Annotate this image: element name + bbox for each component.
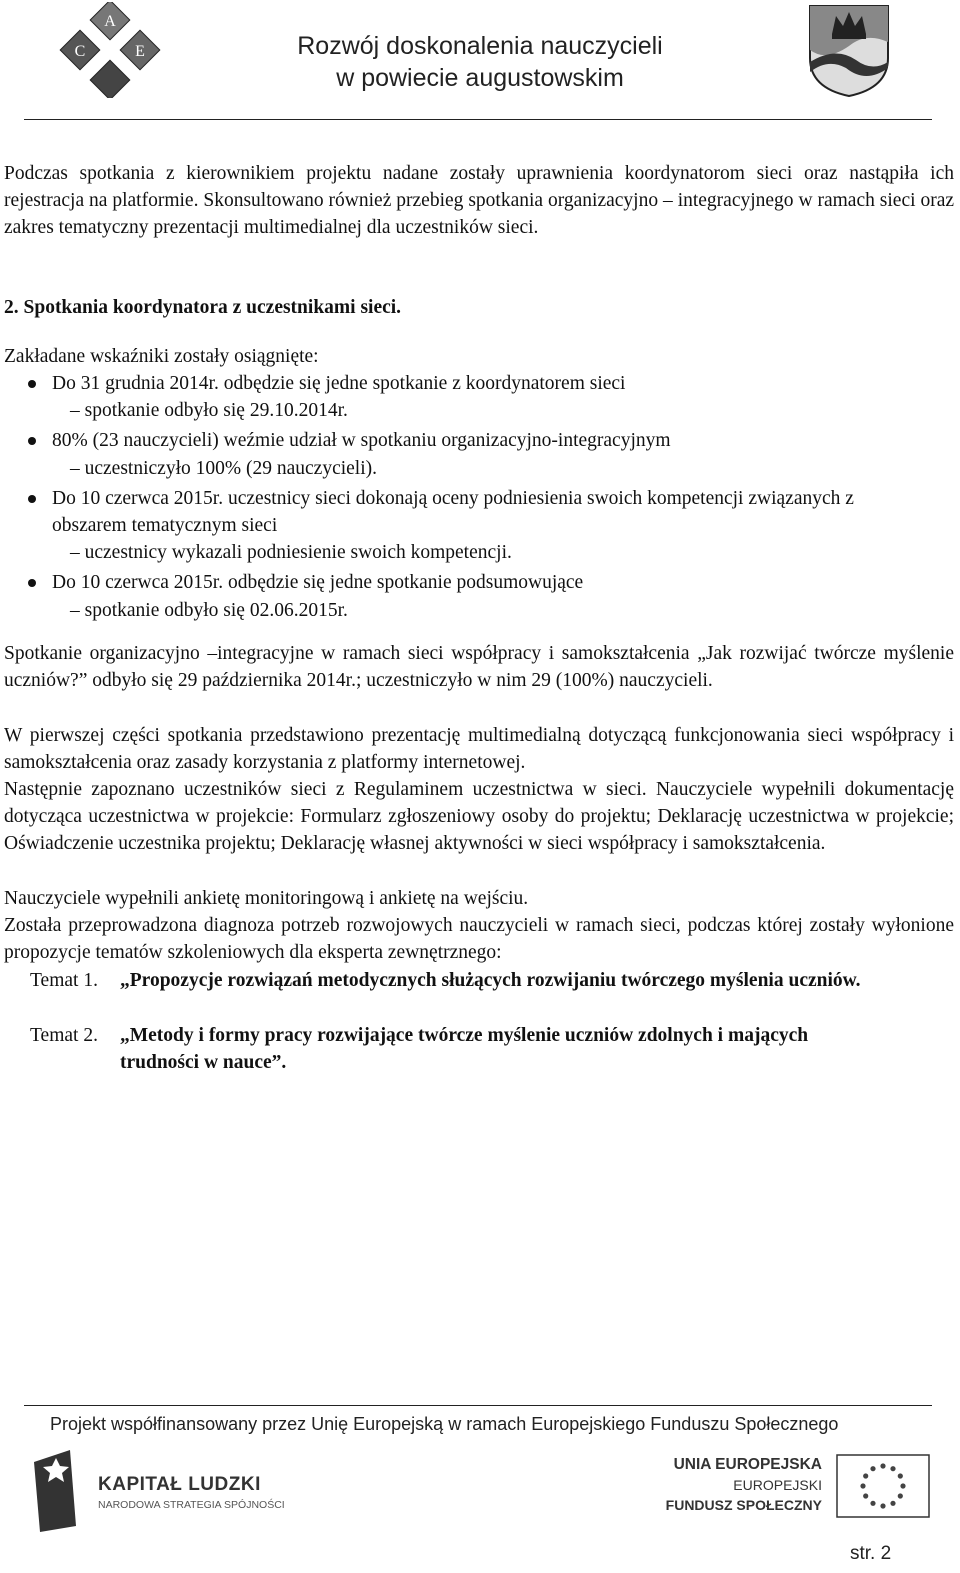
ue-line2: EUROPEJSKI <box>733 1477 822 1493</box>
list-item-text: 80% (23 nauczycieli) weźmie udział w spotkaniu organizacyjno-integracyjnym <box>52 430 671 452</box>
logo-letter-e: E <box>135 43 145 60</box>
list-item <box>28 485 912 567</box>
funding-statement: Projekt współfinansowany przez Unię Europejską w ramach Europejskiego Funduszu Społecznego <box>50 1414 839 1434</box>
indicator-list <box>28 370 928 624</box>
list-item-result: – spotkanie odbyło się 02.06.2015r. <box>70 599 348 621</box>
list-item-result: – uczestnicy wykazali podniesienie swoich kompetencji. <box>70 542 512 564</box>
topic-text: „Propozycje rozwiązań metodycznych służących rozwijaniu twórczego myślenia uczniów. <box>120 970 861 991</box>
presentation-paragraph: W pierwszej części spotkania przedstawiono prezentację multimedialną dotyczącą funkcjonowania sieci współpracy i samokształcenia oraz zasady korzystania z platformy internetowej. <box>4 725 954 774</box>
list-item-text: Do 31 grudnia 2014r. odbędzie się jedne spotkanie z koordynatorem sieci <box>52 373 626 394</box>
header-title-line2: w powiecie augustowskim <box>336 64 624 92</box>
list-item-text: Do 10 czerwca 2015r. uczestnicy sieci dokonają oceny podniesienia swoich kompetencji związanych z obszarem tematycznym sieci <box>52 487 854 537</box>
topic-item <box>30 1022 850 1076</box>
logo-letter-c: C <box>74 43 86 60</box>
header-title <box>220 30 740 94</box>
topic-text: „Metody i formy pracy rozwijające twórcze myślenie uczniów zdolnych i mających trudności w nauce”. <box>120 1025 809 1074</box>
county-crest-icon <box>806 2 892 98</box>
topic-label: Temat 2. <box>30 1025 98 1046</box>
meeting-paragraph: Spotkanie organizacyjno –integracyjne w ramach sieci współpracy i samokształcenia „Jak rozwijać twórcze myślenie uczniów?” odbyło się 29 października 2014r.; uczestniczyło w nim 29 (100%) nauczycieli. <box>4 643 954 692</box>
list-item <box>28 569 928 623</box>
indicators-label: Zakładane wskaźniki zostały osiągnięte: <box>4 346 319 367</box>
list-item-text: Do 10 czerwca 2015r. odbędzie się jedne spotkanie podsumowujące <box>52 572 584 594</box>
footer-divider <box>24 1405 932 1406</box>
survey-paragraph: Nauczyciele wypełnili ankietę monitoringową i ankietę na wejściu. <box>4 888 529 909</box>
section-heading: 2. Spotkania koordynatora z uczestnikami sieci. <box>4 297 402 318</box>
list-item-result: – uczestniczyło 100% (29 nauczycieli). <box>70 457 378 479</box>
intro-paragraph: Podczas spotkania z kierownikiem projektu nadane zostały uprawnienia koordynatorom sieci oraz nastąpiła ich rejestracja na platformie. Skonsultowano również przebieg spotkania organizacyjno – integracyjnego w ramach sieci oraz zakres tematyczny prezentacji multimedialnej dla uczestników sieci. <box>4 163 954 239</box>
cae-logo <box>52 2 168 98</box>
kl-subtitle: NARODOWA STRATEGIA SPÓJNOŚCI <box>98 1499 285 1511</box>
header-title-line1: Rozwój doskonalenia nauczycieli <box>297 32 663 60</box>
diagnosis-paragraph: Została przeprowadzona diagnoza potrzeb rozwojowych nauczycieli w ramach sieci, podczas której zostały wyłonione propozycje tematów szkoleniowych dla eksperta zewnętrznego: <box>4 915 954 964</box>
list-item <box>28 370 928 424</box>
kl-title: KAPITAŁ LUDZKI <box>98 1474 261 1495</box>
list-item <box>28 427 928 481</box>
ue-line3: FUNDUSZ SPOŁECZNY <box>665 1497 822 1513</box>
page-number: str. 2 <box>850 1543 892 1564</box>
header-divider <box>24 119 932 120</box>
eu-flag-icon <box>836 1454 930 1518</box>
topic-item <box>30 967 950 994</box>
documentation-paragraph: Następnie zapoznano uczestników sieci z Regulaminem uczestnictwa w sieci. Nauczyciele wypełnili dokumentację dotycząca uczestnictwa w projekcie: Formularz zgłoszeniowy osoby do projektu; Deklarację uczestnictwa w projekcie; Oświadczenie uczestnika projektu; Deklarację własnej aktywności w sieci współpracy i samokształcenia. <box>4 779 954 855</box>
logo-letter-a: A <box>104 13 116 30</box>
ue-line1: UNIA EUROPEJSKA <box>673 1456 822 1473</box>
topic-label: Temat 1. <box>30 970 98 991</box>
list-item-result: – spotkanie odbyło się 29.10.2014r. <box>70 400 348 422</box>
